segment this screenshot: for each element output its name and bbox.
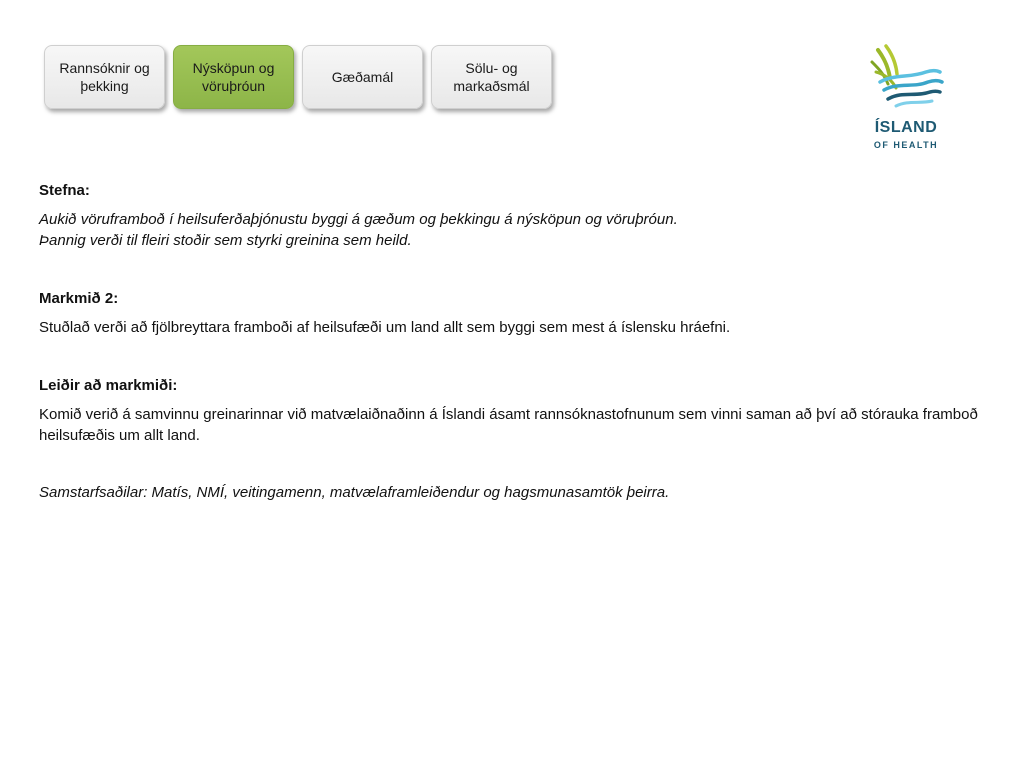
- main-content: [39, 180, 979, 503]
- island-of-health-logo: [866, 44, 946, 154]
- logo-title: ÍSLAND: [874, 119, 938, 136]
- logo-swoosh-icon: [866, 44, 946, 116]
- goal-text: Stuðlað verði að fjölbreyttara framboði af heilsufæði um land allt sem byggi sem mest á íslensku hráefni.: [39, 319, 731, 336]
- spacer: [39, 446, 979, 482]
- partners-text: Samstarfsaðilar: Matís, NMÍ, veitingamenn, matvælaframleiðendur og hagsmunasamtök þeirra.: [39, 484, 670, 501]
- policy-line-1: Aukið vöruframboð í heilsuferðaþjónustu byggi á gæðum og þekkingu á nýsköpun og vöruþróun.: [39, 211, 678, 228]
- policy-heading: Stefna:: [39, 182, 90, 199]
- tab-bar: [44, 45, 552, 109]
- spacer: [39, 251, 979, 288]
- tab-innovation[interactable]: Nýsköpun og vöruþróun: [173, 45, 294, 109]
- means-heading: Leiðir að markmiði:: [39, 377, 178, 394]
- means-text: Komið verið á samvinnu greinarinnar við matvælaiðnaðinn á Íslandi ásamt rannsóknastofnunum sem vinni saman að því að stórauka framboð heilsufæðis um allt land.: [39, 406, 978, 444]
- tab-research[interactable]: Rannsóknir og þekking: [44, 45, 165, 109]
- tab-quality[interactable]: Gæðamál: [302, 45, 423, 109]
- spacer: [39, 338, 979, 375]
- goal-heading: Markmið 2:: [39, 290, 119, 307]
- logo-subtitle: OF HEALTH: [873, 140, 939, 150]
- policy-line-2: Þannig verði til fleiri stoðir sem styrki greinina sem heild.: [39, 232, 412, 249]
- tab-marketing[interactable]: Sölu- og markaðsmál: [431, 45, 552, 109]
